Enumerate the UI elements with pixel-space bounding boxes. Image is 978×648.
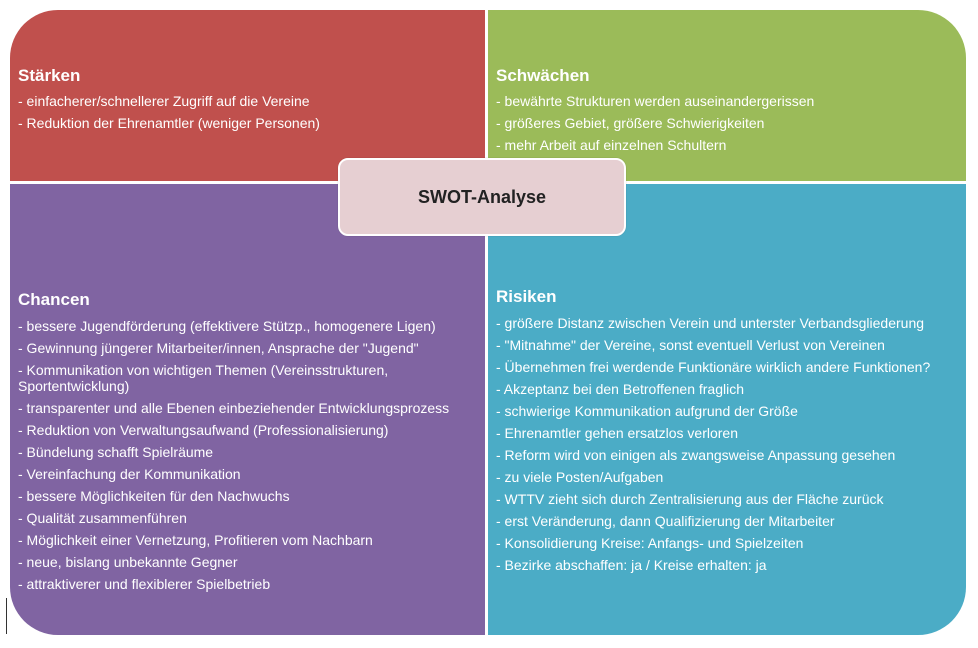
list-item: - attraktiverer und flexiblerer Spielbetrieb: [18, 576, 271, 592]
list-item: - Akzeptanz bei den Betroffenen fraglich: [496, 381, 745, 397]
list-item: - einfacherer/schnellerer Zugriff auf die Vereine: [18, 93, 310, 109]
list-item: - größere Distanz zwischen Verein und unterster Verbandsgliederung: [496, 315, 925, 331]
weaknesses-list: [496, 90, 956, 156]
opportunities-list: [18, 315, 473, 595]
list-item: - Reform wird von einigen als zwangsweise Anpassung gesehen: [496, 447, 896, 463]
strengths-title: Stärken: [18, 66, 81, 85]
list-item: - Kommunikation von wichtigen Themen (Vereinsstrukturen, Sportentwicklung): [18, 362, 389, 394]
list-item: - Vereinfachung der Kommunikation: [18, 466, 241, 482]
threats-quadrant: [488, 184, 966, 635]
list-item: - Bündelung schafft Spielräume: [18, 444, 214, 460]
list-item: - Konsolidierung Kreise: Anfangs- und Spielzeiten: [496, 535, 804, 551]
strengths-quadrant: [10, 10, 485, 181]
threats-list: [496, 312, 961, 576]
list-item: - schwierige Kommunikation aufgrund der Größe: [496, 403, 798, 419]
center-title-box: SWOT-Analyse: [338, 158, 626, 236]
list-item: - Qualität zusammenführen: [18, 510, 187, 526]
list-item: - Reduktion der Ehrenamtler (weniger Personen): [18, 115, 320, 131]
list-item: - bessere Jugendförderung (effektivere Stützp., homogenere Ligen): [18, 318, 436, 334]
list-item: - größeres Gebiet, größere Schwierigkeiten: [496, 115, 765, 131]
list-item: - WTTV zieht sich durch Zentralisierung aus der Fläche zurück: [496, 491, 884, 507]
list-item: - bessere Möglichkeiten für den Nachwuchs: [18, 488, 290, 504]
list-item: - Möglichkeit einer Vernetzung, Profitieren vom Nachbarn: [18, 532, 373, 548]
list-item: - neue, bislang unbekannte Gegner: [18, 554, 238, 570]
text-cursor-mark: [6, 598, 7, 634]
list-item: - "Mitnahme" der Vereine, sonst eventuell Verlust von Vereinen: [496, 337, 885, 353]
list-item: - zu viele Posten/Aufgaben: [496, 469, 664, 485]
list-item: - Bezirke abschaffen: ja / Kreise erhalten: ja: [496, 557, 767, 573]
list-item: - Gewinnung jüngerer Mitarbeiter/innen, Ansprache der "Jugend": [18, 340, 419, 356]
list-item: - erst Veränderung, dann Qualifizierung der Mitarbeiter: [496, 513, 835, 529]
weaknesses-quadrant: [488, 10, 966, 181]
threats-title: Risiken: [496, 287, 557, 306]
opportunities-quadrant: [10, 184, 485, 635]
list-item: - Übernehmen frei werdende Funktionäre wirklich andere Funktionen?: [496, 359, 931, 375]
list-item: - transparenter und alle Ebenen einbeziehender Entwicklungsprozess: [18, 400, 450, 416]
list-item: - Reduktion von Verwaltungsaufwand (Professionalisierung): [18, 422, 389, 438]
weaknesses-title: Schwächen: [496, 66, 590, 85]
strengths-list: [18, 90, 473, 134]
list-item: - mehr Arbeit auf einzelnen Schultern: [496, 137, 727, 153]
opportunities-title: Chancen: [18, 290, 90, 309]
list-item: - bewährte Strukturen werden auseinandergerissen: [496, 93, 815, 109]
list-item: - Ehrenamtler gehen ersatzlos verloren: [496, 425, 739, 441]
